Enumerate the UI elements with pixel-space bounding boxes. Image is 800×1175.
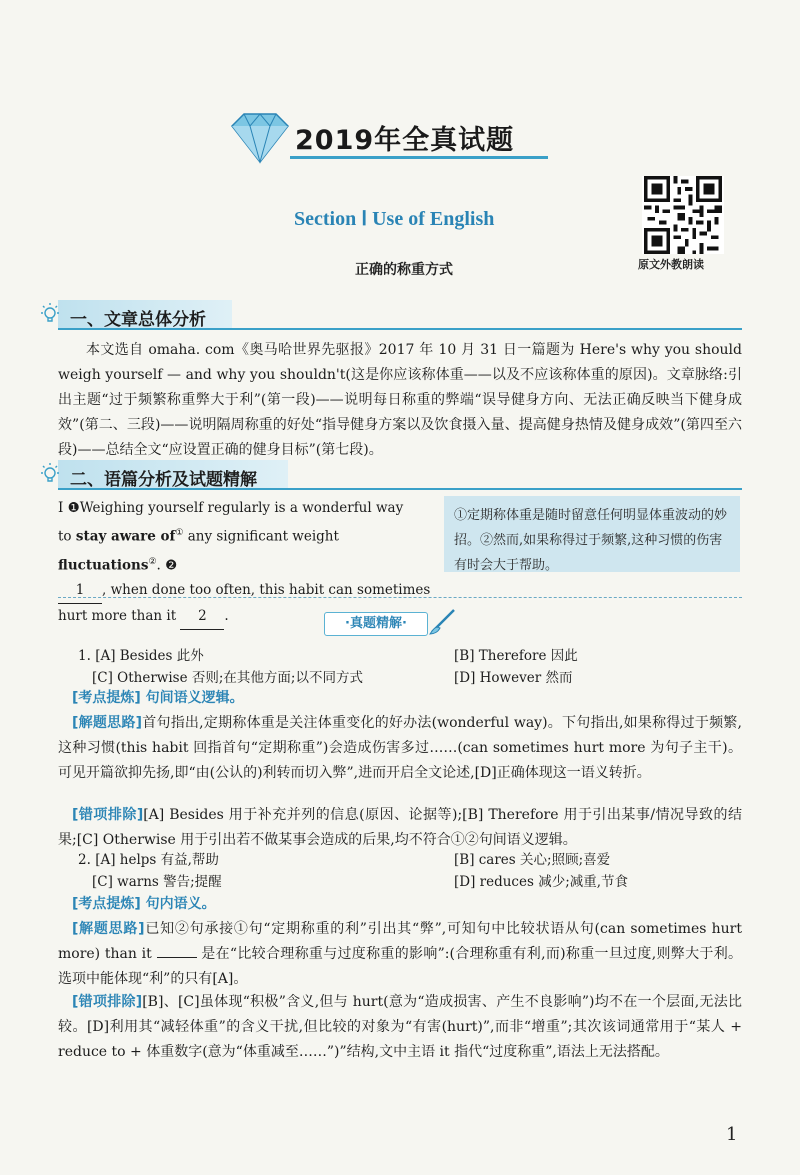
article-summary: 本文选自 omaha. com《奥马哈世界先驱报》2017 年 10 月 31 日一篇题为 Here's why you should weigh yourself — and why you shouldn't(这是你应该称体重——以及不应该称体重的原因)。文章脉络:引出主题“过于频繁称重弊大于利”(第一段)——说明每日称重的弊端“误导健身方向、无法正确反映当下健身成效”(第二、三段)——说明隔周称重的好处“指导健身方案以及饮食摄入量、提高健身热情及健身成效”(第四至六段)——总结全文“应设置正确的健身目标”(第七段)。 (58, 342, 742, 458)
q2-key-point: [考点提炼] 句内语义。 (72, 896, 216, 912)
brush-icon (428, 606, 462, 636)
q2-option-c: [C] warns 警告;提醒 (92, 874, 222, 890)
chinese-translation-box: ①定期称体重是随时留意任何明显体重波动的妙招。②然而,如果称得过于频繁,这种习惯的伤害有时会大于帮助。 (444, 496, 740, 572)
q1-option-d: [D] However 然而 (454, 670, 573, 686)
part1-heading-bar (58, 300, 742, 330)
passage-line-4: hurt more than it 2 . (58, 604, 438, 630)
inline-blank (157, 957, 197, 958)
q1-option-c: [C] Otherwise 否则;在其他方面;以不同方式 (92, 670, 363, 686)
q2-option-b: [B] cares 关心;照顾;喜爱 (454, 852, 611, 868)
q2-elimination: [错项排除][B]、[C]虽体现“积极”含义,但与 hurt(意为“造成损害、产生不良影响”)均不在一个层面,无法比较。[D]利用其“减轻体重”的含义干扰,但比较的对象为“有害(hurt)”,而非“增重”;其次该词通常用于“某人 + reduce to + 体重数字(意为“体重减至……”)”结构,文中主语 it 指代“过度称重”,语法上无法搭配。 (58, 994, 743, 1060)
q1-reasoning: [解题思路]首句指出,定期称体重是关注体重变化的好办法(wonderful way)。下句指出,如果称得过于频繁,这种习惯(this habit 回指首句“定期称重”)会造成伤害多过……(can sometimes hurt more 为句子主干)。可见开篇欲抑先扬,即“由(公认的)利转而切入弊”,进而开启全文论述,[D]正确体现这一语义转折。 (58, 715, 742, 781)
exam-analysis-label: ·真题精解· (324, 612, 428, 636)
article-title: 正确的称重方式 (355, 262, 453, 278)
passage-line-1: Ⅰ ❶Weighing yourself regularly is a wonderful way (58, 500, 404, 516)
q1-elimination: [错项排除][A] Besides 用于补充并列的信息(原因、论据等);[B] Therefore 用于引出某事/情况导致的结果;[C] Otherwise 用于引出若不做某事会造成的后果,均不符合①②句间语义逻辑。 (58, 807, 742, 848)
passage-line-3: 1 , when done too often, this habit can sometimes (58, 578, 438, 604)
part1-heading: 一、文章总体分析 (70, 310, 206, 330)
q1-option-a: 1. [A] Besides 此外 (78, 648, 204, 664)
dashed-divider (58, 597, 742, 598)
q1-option-b: [B] Therefore 因此 (454, 648, 578, 664)
q2-option-a: 2. [A] helps 有益,帮助 (78, 852, 219, 868)
passage-line-2: to stay aware of① any significant weight fluctuations②. ❷ (58, 528, 339, 573)
vocab-fluctuations: fluctuations (58, 557, 149, 573)
page-number: 1 (726, 1124, 738, 1145)
part2-heading: 二、语篇分析及试题精解 (70, 470, 257, 490)
lightbulb-icon (38, 302, 62, 326)
q2-reasoning: [解题思路]已知②句承接①句“定期称重的利”引出其“弊”,可知句中比较状语从句(can sometimes hurt more) than it 是在“比较合理称重与过度称重的影响”:(合理称重有利,而)称重一旦过度,则弊大于利。选项中能体现“利”的只有[A]。 (58, 921, 743, 987)
vocab-stay-aware-of: stay aware of (75, 528, 176, 545)
qr-code-label: 原文外教朗读 (638, 258, 704, 271)
part2-heading-bar (58, 460, 742, 490)
page-title: 2019年全真试题 (295, 125, 515, 156)
blank-2: 2 (180, 604, 224, 630)
section-heading: Section Ⅰ Use of English (294, 208, 495, 230)
qr-code-icon (642, 176, 724, 254)
title-underline (290, 156, 548, 159)
lightbulb-icon (38, 462, 62, 486)
blank-1: 1 (58, 578, 102, 604)
diamond-icon (228, 112, 292, 164)
english-passage (58, 496, 438, 630)
q2-option-d: [D] reduces 减少;减重,节食 (454, 874, 629, 890)
q1-key-point: [考点提炼] 句间语义逻辑。 (72, 690, 244, 706)
